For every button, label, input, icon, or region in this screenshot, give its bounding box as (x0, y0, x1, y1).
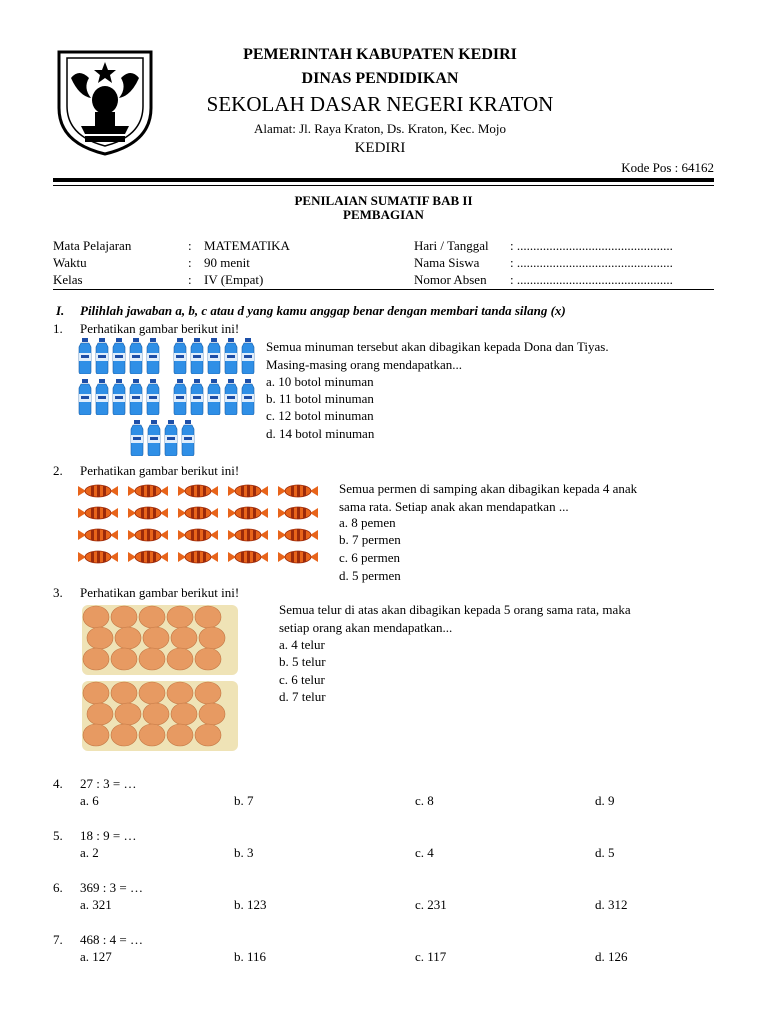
info-colon: : (188, 272, 192, 287)
info-label-subject: Mata Pelajaran (53, 238, 132, 253)
candy-icon (228, 484, 268, 498)
question-number: 2. (53, 463, 63, 478)
answer-option-a[interactable]: a. 321 (80, 897, 112, 912)
answer-option-d[interactable]: d. 5 (595, 845, 615, 860)
bottle-icon (241, 379, 255, 415)
bottle-icon (173, 379, 187, 415)
header-divider-thin (53, 185, 714, 186)
question-number: 6. (53, 880, 63, 895)
bottle-icon (207, 338, 221, 374)
bottles-illustration (78, 338, 258, 460)
bottle-icon (146, 338, 160, 374)
candies-illustration (78, 484, 328, 568)
candy-icon (178, 550, 218, 564)
candy-icon (228, 550, 268, 564)
answer-option-c[interactable]: c. 4 (415, 845, 434, 860)
info-label-class: Kelas (53, 272, 83, 287)
question-text: Masing-masing orang mendapatkan... (266, 357, 463, 372)
eggs-illustration (82, 603, 242, 755)
question-number: 4. (53, 776, 63, 791)
question-number: 5. (53, 828, 63, 843)
candy-icon (78, 528, 118, 542)
question-text: Semua minuman tersebut akan dibagikan kepada Dona dan Tiyas. (266, 339, 609, 354)
answer-option-a[interactable]: a. 4 telur (279, 637, 325, 652)
header-divider-thick (53, 178, 714, 182)
answer-option-b[interactable]: b. 3 (234, 845, 254, 860)
info-label-time: Waktu (53, 255, 87, 270)
candy-icon (228, 528, 268, 542)
question-text: Semua permen di samping akan dibagikan kepada 4 anak (339, 481, 638, 496)
question-prompt: Perhatikan gambar berikut ini! (80, 321, 240, 336)
question-prompt: 27 : 3 = … (80, 776, 137, 791)
info-value-class: IV (Empat) (204, 272, 264, 287)
bottle-icon (190, 379, 204, 415)
info-colon: : (188, 238, 192, 253)
question-number: 1. (53, 321, 63, 336)
candy-icon (128, 484, 168, 498)
info-value-time: 90 menit (204, 255, 250, 270)
bottle-icon (173, 338, 187, 374)
question-number: 7. (53, 932, 63, 947)
answer-option-b[interactable]: b. 123 (234, 897, 267, 912)
bottle-icon (224, 379, 238, 415)
bottle-icon (112, 338, 126, 374)
answer-option-d[interactable]: d. 9 (595, 793, 615, 808)
postal-code: Kode Pos : 64162 (621, 160, 714, 175)
bottle-icon (241, 338, 255, 374)
bottle-icon (78, 379, 92, 415)
answer-option-a[interactable]: a. 10 botol minuman (266, 374, 374, 389)
question-text: Semua telur di atas akan dibagikan kepada 5 orang sama rata, maka (279, 602, 631, 617)
answer-option-c[interactable]: c. 12 botol minuman (266, 408, 374, 423)
answer-option-d[interactable]: d. 312 (595, 897, 628, 912)
header-school-name: SEKOLAH DASAR NEGERI KRATON (206, 92, 554, 116)
bottle-icon (95, 379, 109, 415)
candy-icon (128, 506, 168, 520)
bottle-icon (130, 420, 144, 456)
bottle-icon (146, 379, 160, 415)
info-field-date[interactable]: : ................................................ (510, 238, 673, 253)
info-divider (53, 289, 714, 290)
answer-option-b[interactable]: b. 7 (234, 793, 254, 808)
bottle-icon (224, 338, 238, 374)
answer-option-c[interactable]: c. 8 (415, 793, 434, 808)
info-label-date: Hari / Tanggal (414, 238, 489, 253)
header-government: PEMERINTAH KABUPATEN KEDIRI (243, 46, 517, 63)
header-city: KEDIRI (354, 140, 406, 156)
info-field-absence-number[interactable]: : ................................................ (510, 272, 673, 287)
bottle-icon (181, 420, 195, 456)
info-field-student-name[interactable]: : ................................................ (510, 255, 673, 270)
info-value-subject: MATEMATIKA (204, 238, 290, 253)
section-instruction-text: Pilihlah jawaban a, b, c atau d yang kamu anggap benar dengan membari tanda silang (x) (80, 303, 566, 318)
bottle-icon (207, 379, 221, 415)
candy-icon (78, 484, 118, 498)
answer-option-d[interactable]: d. 126 (595, 949, 628, 964)
bottle-icon (147, 420, 161, 456)
question-prompt: 18 : 9 = … (80, 828, 137, 843)
answer-option-a[interactable]: a. 8 pemen (339, 515, 396, 530)
bottle-icon (129, 379, 143, 415)
candy-icon (278, 550, 318, 564)
answer-option-a[interactable]: a. 6 (80, 793, 99, 808)
answer-option-d[interactable]: d. 5 permen (339, 568, 401, 583)
candy-icon (178, 528, 218, 542)
info-label-absence-number: Nomor Absen (414, 272, 487, 287)
header-department: DINAS PENDIDIKAN (301, 70, 459, 87)
answer-option-b[interactable]: b. 116 (234, 949, 267, 964)
bottle-icon (129, 338, 143, 374)
section-instruction (56, 303, 566, 319)
question-prompt: Perhatikan gambar berikut ini! (80, 463, 240, 478)
candy-icon (278, 528, 318, 542)
answer-option-d[interactable]: d. 14 botol minuman (266, 426, 375, 441)
bottle-icon (190, 338, 204, 374)
answer-option-c[interactable]: c. 117 (415, 949, 447, 964)
regency-logo (55, 48, 155, 158)
answer-option-b[interactable]: b. 7 permen (339, 532, 401, 547)
bottle-icon (78, 338, 92, 374)
exam-subtitle: PEMBAGIAN (343, 207, 424, 222)
exam-title: PENILAIAN SUMATIF BAB II (294, 193, 473, 208)
answer-option-d[interactable]: d. 7 telur (279, 689, 326, 704)
answer-option-c[interactable]: c. 6 permen (339, 550, 401, 565)
candy-icon (278, 484, 318, 498)
bottle-icon (112, 379, 126, 415)
candy-icon (278, 506, 318, 520)
question-number: 3. (53, 585, 63, 600)
question-text: setiap orang akan mendapatkan... (279, 620, 453, 635)
section-number: I. (56, 303, 65, 318)
answer-option-c[interactable]: c. 231 (415, 897, 447, 912)
bottle-icon (95, 338, 109, 374)
answer-option-a[interactable]: a. 2 (80, 845, 99, 860)
bottle-icon (164, 420, 178, 456)
candy-icon (128, 550, 168, 564)
candy-icon (78, 550, 118, 564)
candy-icon (178, 506, 218, 520)
answer-option-b[interactable]: b. 11 botol minuman (266, 391, 374, 406)
info-label-student-name: Nama Siswa (414, 255, 480, 270)
answer-option-b[interactable]: b. 5 telur (279, 654, 326, 669)
answer-option-c[interactable]: c. 6 telur (279, 672, 325, 687)
question-text: sama rata. Setiap anak akan mendapatkan ... (339, 499, 569, 514)
answer-option-a[interactable]: a. 127 (80, 949, 112, 964)
candy-icon (228, 506, 268, 520)
question-prompt: Perhatikan gambar berikut ini! (80, 585, 240, 600)
candy-icon (128, 528, 168, 542)
candy-icon (178, 484, 218, 498)
header-address: Alamat: Jl. Raya Kraton, Ds. Kraton, Kec. Mojo (253, 121, 506, 136)
question-prompt: 369 : 3 = … (80, 880, 143, 895)
question-prompt: 468 : 4 = … (80, 932, 143, 947)
info-colon: : (188, 255, 192, 270)
candy-icon (78, 506, 118, 520)
